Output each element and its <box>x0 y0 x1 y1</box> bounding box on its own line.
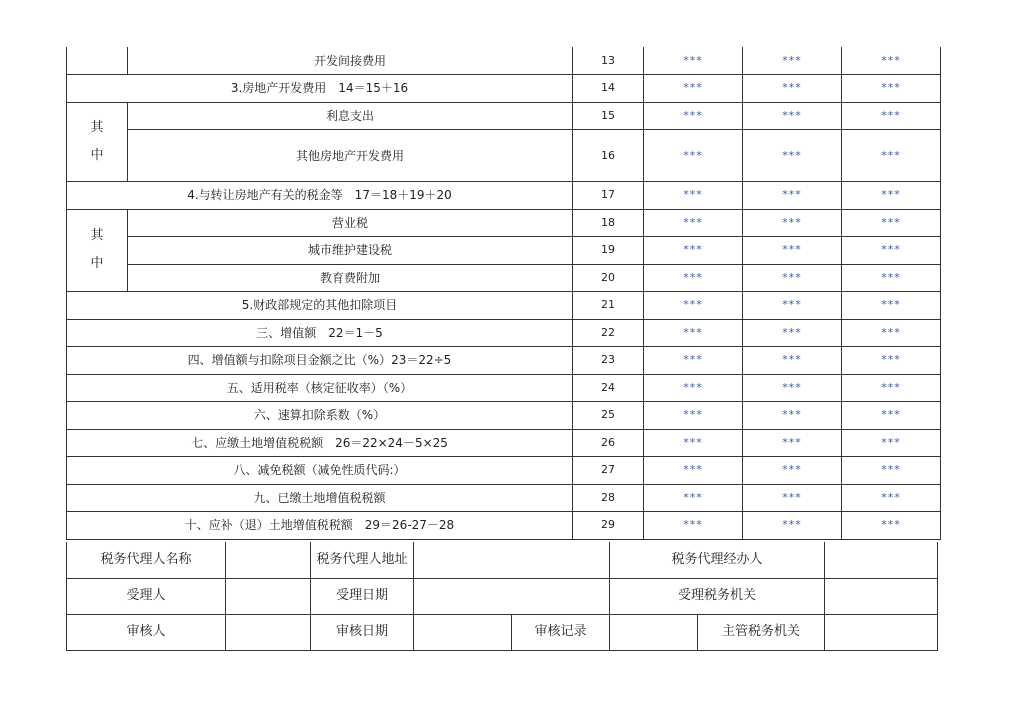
value-cell: *** <box>842 319 941 347</box>
value-cell: *** <box>842 182 941 210</box>
line-number: 19 <box>573 237 644 265</box>
line-number: 26 <box>573 429 644 457</box>
line-number: 15 <box>573 102 644 130</box>
value-cell: *** <box>842 429 941 457</box>
group-label-of-which <box>67 209 128 292</box>
review-record-field[interactable] <box>610 614 698 650</box>
value-cell: *** <box>743 484 842 512</box>
competent-authority-label: 主管税务机关 <box>698 614 825 650</box>
table-row <box>67 512 941 540</box>
table-row <box>67 614 938 650</box>
value-cell: *** <box>644 429 743 457</box>
value-cell: *** <box>644 182 743 210</box>
group-label-char: 中 <box>90 147 104 163</box>
line-number: 22 <box>573 319 644 347</box>
receiver-field[interactable] <box>226 578 311 614</box>
item-label: 3.房地产开发费用 14＝15＋16 <box>67 75 573 103</box>
line-number: 29 <box>573 512 644 540</box>
value-cell: *** <box>743 102 842 130</box>
value-cell: *** <box>842 130 941 182</box>
value-cell: *** <box>644 484 743 512</box>
agent-name-label: 税务代理人名称 <box>67 542 226 578</box>
line-number: 13 <box>573 47 644 75</box>
line-number: 28 <box>573 484 644 512</box>
table-row <box>67 237 941 265</box>
value-cell: *** <box>644 319 743 347</box>
value-cell: *** <box>842 457 941 485</box>
item-label: 五、适用税率（核定征收率）（%） <box>67 374 573 402</box>
value-cell: *** <box>743 374 842 402</box>
table-row <box>67 75 941 103</box>
table-row <box>67 429 941 457</box>
value-cell: *** <box>842 402 941 430</box>
value-cell: *** <box>842 102 941 130</box>
deduction-items-table <box>66 47 941 540</box>
competent-authority-field[interactable] <box>825 614 938 650</box>
table-row <box>67 542 938 578</box>
agent-address-label: 税务代理人地址 <box>311 542 414 578</box>
value-cell: *** <box>743 47 842 75</box>
item-label: 其他房地产开发费用 <box>128 130 573 182</box>
table-row <box>67 457 941 485</box>
value-cell: *** <box>842 292 941 320</box>
agent-processing-table <box>66 542 938 651</box>
value-cell: *** <box>644 47 743 75</box>
item-label: 九、已缴土地增值税税额 <box>67 484 573 512</box>
reviewer-field[interactable] <box>226 614 311 650</box>
value-cell: *** <box>842 264 941 292</box>
table-row <box>67 102 941 130</box>
item-label: 十、应补（退）土地增值税税额 29＝26-27－28 <box>67 512 573 540</box>
line-number: 14 <box>573 75 644 103</box>
value-cell: *** <box>842 484 941 512</box>
value-cell: *** <box>842 374 941 402</box>
review-date-field[interactable] <box>414 614 512 650</box>
review-date-label: 审核日期 <box>311 614 414 650</box>
receive-date-label: 受理日期 <box>311 578 414 614</box>
value-cell: *** <box>644 75 743 103</box>
value-cell: *** <box>743 237 842 265</box>
item-label: 八、减免税额（减免性质代码:） <box>67 457 573 485</box>
line-number: 25 <box>573 402 644 430</box>
value-cell: *** <box>842 347 941 375</box>
item-label: 营业税 <box>128 209 573 237</box>
value-cell: *** <box>842 209 941 237</box>
line-number: 24 <box>573 374 644 402</box>
value-cell: *** <box>743 319 842 347</box>
value-cell: *** <box>743 130 842 182</box>
item-label: 七、应缴土地增值税税额 26＝22×24－5×25 <box>67 429 573 457</box>
receive-date-field[interactable] <box>414 578 610 614</box>
value-cell: *** <box>743 182 842 210</box>
value-cell: *** <box>644 130 743 182</box>
table-row <box>67 130 941 182</box>
value-cell: *** <box>644 237 743 265</box>
receiver-label: 受理人 <box>67 578 226 614</box>
value-cell: *** <box>644 457 743 485</box>
line-number: 16 <box>573 130 644 182</box>
value-cell: *** <box>842 512 941 540</box>
value-cell: *** <box>743 457 842 485</box>
receiving-authority-label: 受理税务机关 <box>610 578 825 614</box>
table-row <box>67 47 941 75</box>
value-cell: *** <box>842 47 941 75</box>
table-row <box>67 484 941 512</box>
value-cell: *** <box>743 347 842 375</box>
value-cell: *** <box>842 75 941 103</box>
group-label-char: 中 <box>90 256 104 272</box>
table-row <box>67 402 941 430</box>
agent-name-field[interactable] <box>226 542 311 578</box>
value-cell: *** <box>644 402 743 430</box>
receiving-authority-field[interactable] <box>825 578 938 614</box>
value-cell: *** <box>644 209 743 237</box>
value-cell: *** <box>644 292 743 320</box>
group-label-char: 其 <box>90 119 104 135</box>
value-cell: *** <box>743 512 842 540</box>
table-row <box>67 292 941 320</box>
value-cell: *** <box>644 264 743 292</box>
item-label: 利息支出 <box>128 102 573 130</box>
group-label-of-which <box>67 102 128 182</box>
value-cell: *** <box>743 402 842 430</box>
table-row <box>67 578 938 614</box>
value-cell: *** <box>644 374 743 402</box>
review-record-label: 审核记录 <box>512 614 610 650</box>
reviewer-label: 审核人 <box>67 614 226 650</box>
line-number: 23 <box>573 347 644 375</box>
value-cell: *** <box>842 237 941 265</box>
value-cell: *** <box>644 102 743 130</box>
item-label: 三、增值额 22＝1－5 <box>67 319 573 347</box>
value-cell: *** <box>743 75 842 103</box>
table-row <box>67 374 941 402</box>
agent-handler-field[interactable] <box>825 542 938 578</box>
item-label: 四、增值额与扣除项目金额之比（%）23＝22÷5 <box>67 347 573 375</box>
item-label: 教育费附加 <box>128 264 573 292</box>
table-row <box>67 182 941 210</box>
value-cell: *** <box>743 292 842 320</box>
value-cell: *** <box>644 512 743 540</box>
value-cell: *** <box>743 429 842 457</box>
item-label: 城市维护建设税 <box>128 237 573 265</box>
agent-address-field[interactable] <box>414 542 610 578</box>
line-number: 20 <box>573 264 644 292</box>
line-number: 18 <box>573 209 644 237</box>
line-number: 21 <box>573 292 644 320</box>
table-row <box>67 319 941 347</box>
table-row <box>67 347 941 375</box>
line-number: 27 <box>573 457 644 485</box>
item-label: 5.财政部规定的其他扣除项目 <box>67 292 573 320</box>
agent-handler-label: 税务代理经办人 <box>610 542 825 578</box>
value-cell: *** <box>743 264 842 292</box>
table-row <box>67 264 941 292</box>
line-number: 17 <box>573 182 644 210</box>
item-label: 开发间接费用 <box>128 47 573 75</box>
item-label: 六、速算扣除系数（%） <box>67 402 573 430</box>
group-label-char: 其 <box>90 228 104 244</box>
value-cell: *** <box>644 347 743 375</box>
table-row <box>67 209 941 237</box>
item-label: 4.与转让房地产有关的税金等 17＝18＋19＋20 <box>67 182 573 210</box>
value-cell: *** <box>743 209 842 237</box>
group-spacer-cell <box>67 47 128 75</box>
